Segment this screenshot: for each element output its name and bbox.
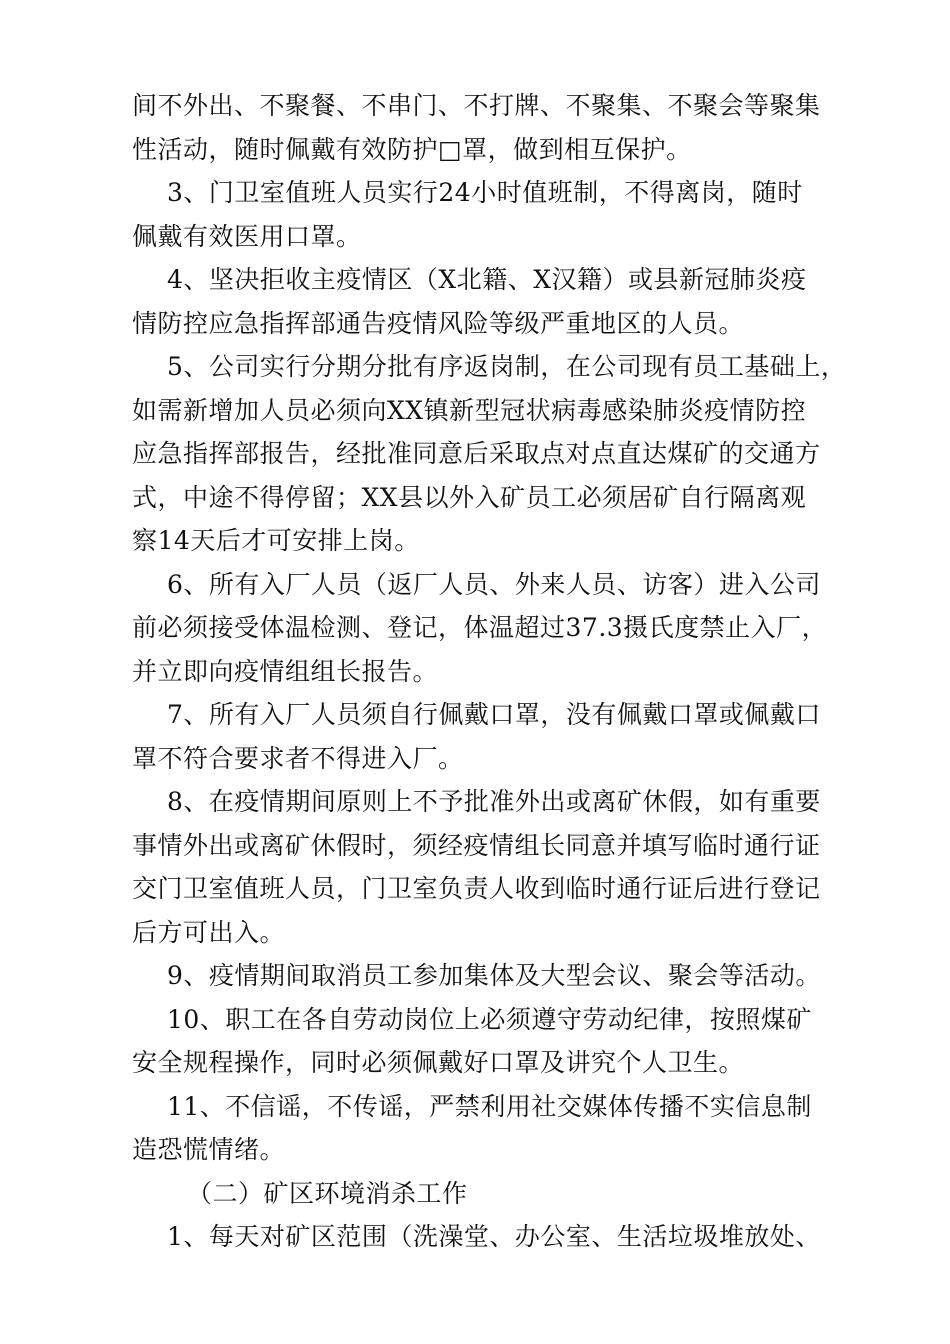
text-line: 佩戴有效医用口罩。: [132, 222, 362, 251]
text-line: 罩不符合要求者不得进入厂。: [132, 744, 464, 773]
text-line: 4、坚决拒收主疫情区（X北籍、X汉籍）或县新冠肺炎疫: [167, 265, 807, 294]
text-line: 并立即向疫情组组长报告。: [132, 657, 439, 686]
text-line: 式，中途不得停留；XX县以外入矿员工必须居矿自行隔离观: [132, 483, 807, 512]
text-line: 察14天后才可安排上岗。: [132, 526, 420, 555]
text-line: 5、公司实行分期分批有序返岗制，在公司现有员工基础上，: [167, 352, 847, 381]
text-line: 1、每天对矿区范围（洗澡堂、办公室、生活垃圾堆放处、: [167, 1222, 821, 1251]
text-line: 造恐慌情绪。: [132, 1135, 286, 1164]
text-line: 8、在疫情期间原则上不予批准外出或离矿休假，如有重要: [167, 787, 821, 816]
text-line: 3、门卫室值班人员实行24小时值班制，不得离岗，随时: [167, 178, 803, 207]
text-line: 应急指挥部报告，经批准同意后采取点对点直达煤矿的交通方: [132, 439, 821, 468]
text-line: 后方可出入。: [132, 918, 286, 947]
text-line: 情防控应急指挥部通告疫情风险等级严重地区的人员。: [132, 309, 745, 338]
text-line: 事情外出或离矿休假时，须经疫情组长同意并填写临时通行证: [132, 831, 821, 860]
text-line: 11、不信谣，不传谣，严禁利用社交媒体传播不实信息制: [167, 1092, 812, 1121]
text-line: 10、职工在各自劳动岗位上必须遵守劳动纪律，按照煤矿: [167, 1005, 812, 1034]
section-heading: （二）矿区环境消杀工作: [187, 1179, 468, 1208]
text-line: 性活动，随时佩戴有效防护□罩，做到相互保护。: [132, 135, 692, 164]
text-line: 安全规程操作，同时必须佩戴好口罩及讲究个人卫生。: [132, 1048, 745, 1077]
text-line: 6、所有入厂人员（返厂人员、外来人员、访客）进入公司: [167, 570, 821, 599]
text-line: 间不外出、不聚餐、不串门、不打牌、不聚集、不聚会等聚集: [132, 91, 821, 120]
text-line: 前必须接受体温检测、登记，体温超过37.3摄氏度禁止入厂，: [132, 613, 828, 642]
text-line: 如需新增加人员必须向XX镇新型冠状病毒感染肺炎疫情防控: [132, 396, 807, 425]
text-line: 9、疫情期间取消员工参加集体及大型会议、聚会等活动。: [167, 961, 821, 990]
text-line: 交门卫室值班人员，门卫室负责人收到临时通行证后进行登记: [132, 874, 821, 903]
text-line: 7、所有入厂人员须自行佩戴口罩，没有佩戴口罩或佩戴口: [167, 700, 821, 729]
